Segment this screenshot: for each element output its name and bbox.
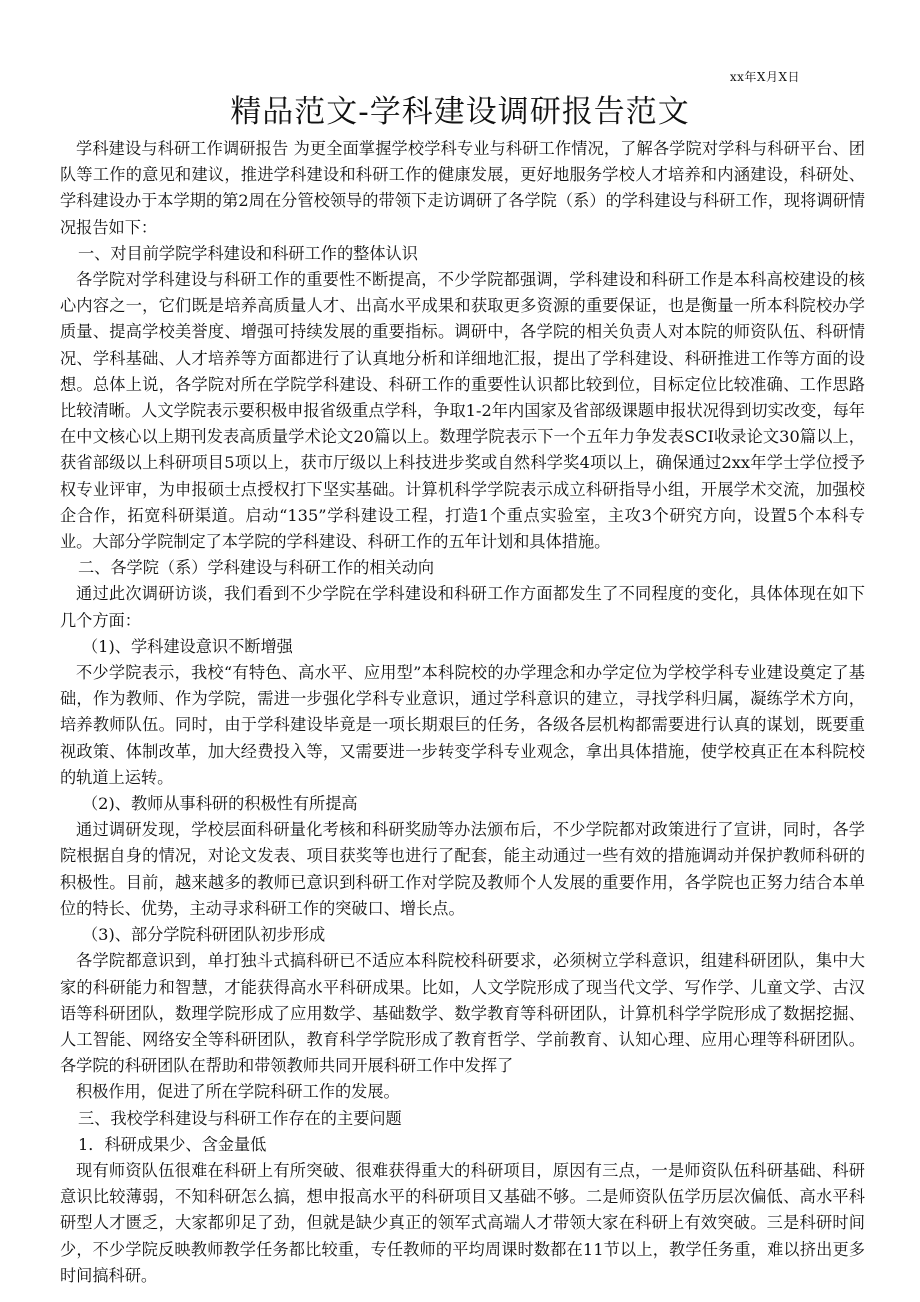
paragraph-problem-1: 现有师资队伍很难在科研上有所突破、很难获得重大的科研项目，原因有三点，一是师资队伍科研基础、科研意识比较薄弱，不知科研怎么搞，想申报高水平的科研项目又基础不够。二是师资队伍学历层次偏低、高水平科研型人才匮乏，大家都卯足了劲，但就是缺少真正的领军式高端人才带领大家在科研上有效突破。三是科研时间少，不少学院反映教师教学任务都比较重，专任教师的平均周课时数都在11节以上，教学任务重，难以挤出更多时间搞科研。	[60, 1160, 865, 1285]
section-heading-3: 三、我校学科建设与科研工作存在的主要问题	[78, 1108, 402, 1128]
section-heading-2: 二、各学院（系）学科建设与科研工作的相关动向	[78, 558, 435, 578]
paragraph-discipline-awareness: 不少学院表示，我校“有特色、高水平、应用型”本科院校的办学理念和办学定位为学校学科专业建设奠定了基础，作为教师、作为学院，需进一步强化学科专业意识，通过学科意识的建立，寻找学科归属，凝练学术方向，培养教师队伍。同时，由于学科建设毕竟是一项长期艰巨的任务，各级各层机构都需要进行认真的谋划，既要重视政策、体制改革，加大经费投入等，又需要进一步转变学科专业观念，拿出具体措施，使学校真正在本科院校的轨道上运转。	[60, 663, 865, 787]
subheading-2: （2)、教师从事科研的积极性有所提高	[82, 794, 358, 814]
paragraph-research-teams-cont: 积极作用，促进了所在学院科研工作的发展。	[76, 1082, 400, 1102]
paragraph-trends-intro: 通过此次调研访谈，我们看到不少学院在学科建设和科研工作方面都发生了不同程度的变化，具体体现在如下几个方面：	[60, 584, 865, 630]
paragraph-research-teams: 各学院都意识到，单打独斗式搞科研已不适应本科院校科研要求，必须树立学科意识，组建科研团队，集中大家的科研能力和智慧，才能获得高水平科研成果。比如，人文学院形成了现当代文学、写作学、儿童文学、古汉语等科研团队，数理学院形成了应用数学、基础数学、数学教育等科研团队，计算机科学学院形成了数据挖掘、人工智能、网络安全等科研团队，教育科学学院形成了教育哲学、学前教育、认知心理、应用心理等科研团队。各学院的科研团队在帮助和带领教师共同开展科研工作中发挥了	[60, 951, 865, 1076]
paragraph-overall-view: 各学院对学科建设与科研工作的重要性不断提高，不少学院都强调，学科建设和科研工作是本科高校建设的核心内容之一，它们既是培养高质量人才、出高水平成果和获取更多资源的重要保证，也是衡量一所本科院校办学质量、提高学校美誉度、增强可持续发展的重要指标。调研中，各学院的相关负责人对本院的师资队伍、科研情况、学科基础、人才培养等方面都进行了认真地分析和详细地汇报，提出了学科建设、科研推进工作等方面的设想。总体上说，各学院对所在学院学科建设、科研工作的重要性认识都比较到位，目标定位比较准确、工作思路比较清晰。人文学院表示要积极申报省级重点学科，争取1-2年内国家及省部级课题申报状况得到切实改变，每年在中文核心以上期刊发表高质量学术论文20篇以上。数理学院表示下一个五年力争发表SCI收录论文30篇以上，获省部级以上科研项目5项以上，获市厅级以上科技进步奖或自然科学奖4项以上，确保通过2xx年学士学位授予权专业评审，为申报硕士点授权打下坚实基础。计算机科学学院表示成立科研指导小组，开展学术交流，加强校企合作，拓宽科研渠道。启动“135”学科建设工程，打造1个重点实验室，主攻3个研究方向，设置5个本科专业。大部分学院制定了本学院的学科建设、科研工作的五年计划和具体措施。	[60, 270, 865, 552]
document-title: 精品范文-学科建设调研报告范文	[230, 94, 690, 130]
paragraph-research-enthusiasm: 通过调研发现，学校层面科研量化考核和科研奖励等办法颁布后，不少学院都对政策进行了宣讲，同时，各学院根据自身的情况，对论文发表、项目获奖等也进行了配套，能主动通过一些有效的措施调动并保护教师科研的积极性。目前，越来越多的教师已意识到科研工作对学院及教师个人发展的重要作用，各学院也正努力结合本单位的特长、优势，主动寻求科研工作的突破口、增长点。	[60, 820, 865, 918]
subheading-1: （1)、学科建设意识不断增强	[82, 636, 293, 656]
subheading-3: （3)、部分学院科研团队初步形成	[82, 925, 326, 945]
section-heading-1: 一、对目前学院学科建设和科研工作的整体认识	[78, 243, 418, 263]
document-date: xx年X月X日	[729, 70, 800, 84]
problem-heading-1: 1．科研成果少、含金量低	[78, 1134, 267, 1154]
paragraph-intro: 学科建设与科研工作调研报告 为更全面掌握学校学科专业与科研工作情况，了解各学院对学科与科研平台、团队等工作的意见和建议，推进学科建设和科研工作的健康发展，更好地服务学校人才培养和内涵建设，科研处、学科建设办于本学期的第2周在分管校领导的带领下走访调研了各学院（系）的学科建设与科研工作，现将调研情况报告如下：	[60, 139, 865, 237]
document-body	[60, 136, 865, 1289]
